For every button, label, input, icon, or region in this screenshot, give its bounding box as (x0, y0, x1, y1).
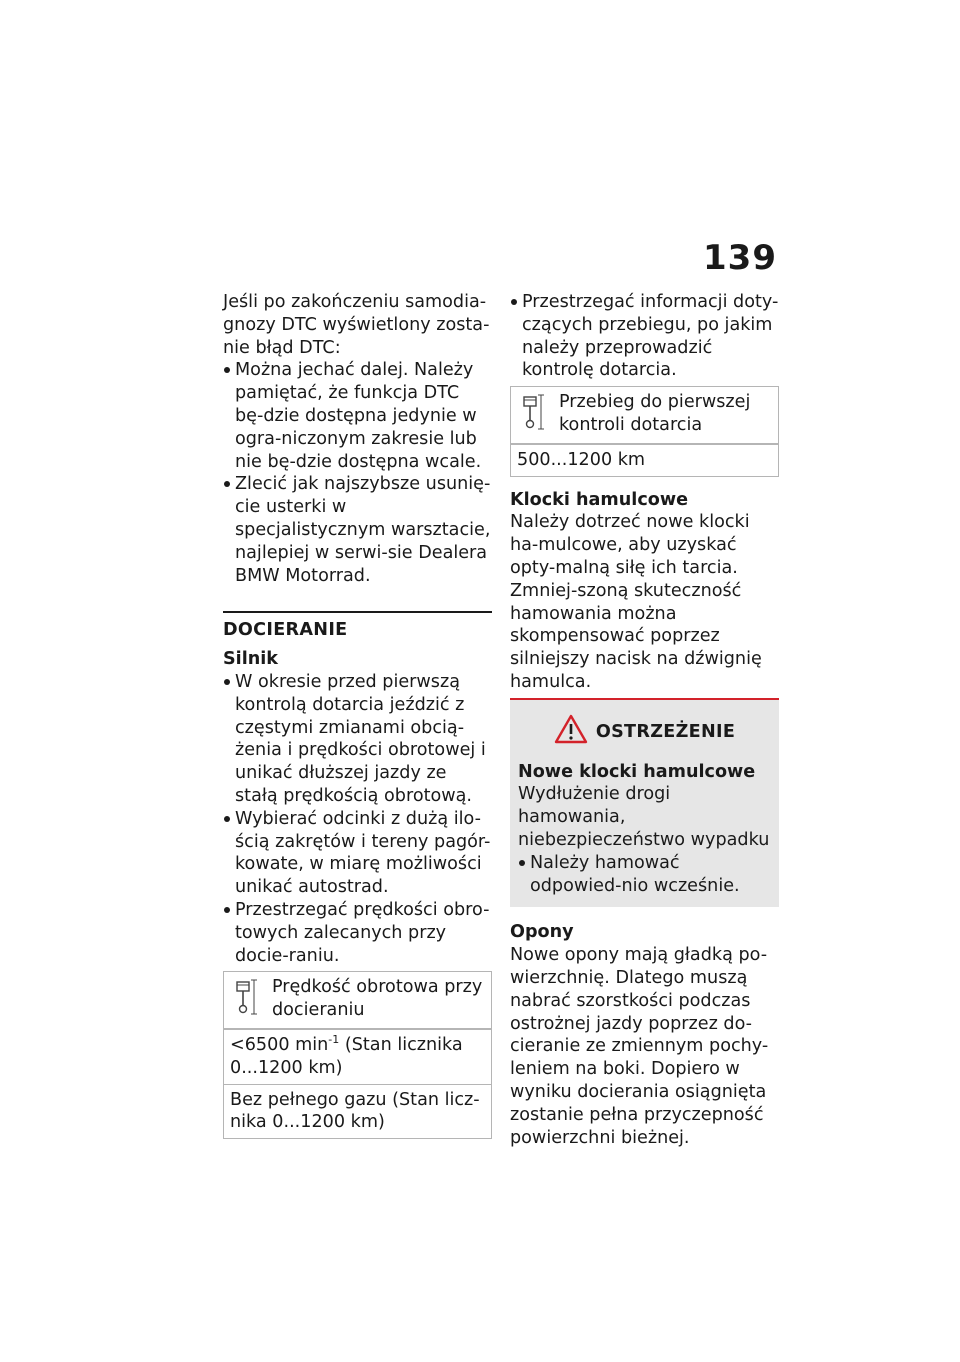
list-item: Przestrzegać informacji doty-czących przebiegu, po jakim należy przeprowadzić kontrolę dotarcia. (510, 291, 779, 382)
engine-bullet-list (223, 671, 492, 967)
brakes-heading: Klocki hamulcowe (510, 489, 689, 510)
warning-title: OSTRZEŻENIE (595, 721, 736, 742)
spec-table-title: Prędkość obrotowa przy docieraniu (272, 977, 483, 1021)
list-item: Zlecić jak najszybsze usunię-cie usterki w specjalistycznym warsztacie, najlepiej w serwi-sie Dealera BMW Motorrad. (223, 473, 492, 587)
list-item: Należy hamować odpowied-nio wcześnie. (518, 852, 771, 898)
rpm-unit-exponent: -1 (328, 1033, 340, 1047)
max-rpm-value: <6500 min (230, 1034, 329, 1055)
warning-text: Wydłużenie drogi hamowania, niebezpieczeństwo wypadku (518, 784, 770, 850)
section-title: DOCIERANIE (223, 611, 492, 642)
checkup-bullet-list (510, 291, 779, 382)
table-row: 500...1200 km (511, 444, 778, 476)
warning-box (510, 698, 779, 908)
list-item: Można jechać dalej. Należy pamiętać, że funkcja DTC bę-dzie dostępna jedynie w ogra-niczonym zakresie lub nie bę-dzie dostępna wcale. (223, 359, 492, 473)
engine-piston-icon (511, 387, 557, 443)
engine-heading: Silnik (223, 649, 278, 670)
spec-table-header (224, 972, 491, 1029)
list-item: W okresie przed pierwszą kontrolą dotarcia jeździć z częstymi zmianami obcią-żenia i prędkości obrotowej i unikać dłuższej jazdy ze stałą prędkością obrotową. (223, 671, 492, 808)
table-row: Bez pełnego gazu (Stan licz-nika 0...1200 km) (224, 1084, 491, 1139)
warning-bullet-list (518, 852, 771, 898)
dtc-intro: Jeśli po zakończeniu samodia-gnozy DTC wyświetlony zosta-nie błąd DTC: (223, 292, 490, 358)
break-in-speed-table (223, 971, 492, 1139)
table-row (224, 1029, 491, 1084)
right-column (510, 291, 779, 1149)
list-item: Przestrzegać prędkości obro-towych zalecanych przy docie-raniu. (223, 899, 492, 967)
tires-heading: Opony (510, 922, 574, 943)
brakes-text: Należy dotrzeć nowe klocki ha-mulcowe, aby uzyskać opty-malną siłę ich tarcia. Zmniej-szoną skuteczność hamowania można skompensować poprzez silniejszy nacisk na dźwignię hamulca. (510, 512, 762, 692)
left-column (223, 291, 492, 1139)
tires-text: Nowe opony mają gładką po-wierzchnię. Dlatego muszą nabrać szorstkości podczas ostrożnej jazdy poprzez do-cieranie ze zmiennym pochy-leniem na boki. Dopiero w wyniku docierania osiągnięta zostanie pełna przyczepność powierzchni bieżnej. (510, 945, 769, 1148)
warning-triangle-icon (554, 714, 588, 751)
spec-table-title: Przebieg do pierwszej kontroli dotarcia (559, 392, 751, 435)
dtc-bullet-list (223, 359, 492, 587)
engine-piston-icon (224, 972, 270, 1028)
page-number: 139 (703, 238, 777, 278)
odometer-range: (Stan licznika 0...1200 km) (230, 1034, 463, 1078)
warning-header (518, 714, 771, 751)
list-item: Wybierać odcinki z dużą ilo-ścią zakrętów i tereny pagór-kowate, w miarę możliwości unikać autostrad. (223, 808, 492, 899)
first-checkup-table (510, 386, 779, 476)
warning-subtitle: Nowe klocki hamulcowe (518, 761, 756, 782)
spec-table-header (511, 387, 778, 444)
